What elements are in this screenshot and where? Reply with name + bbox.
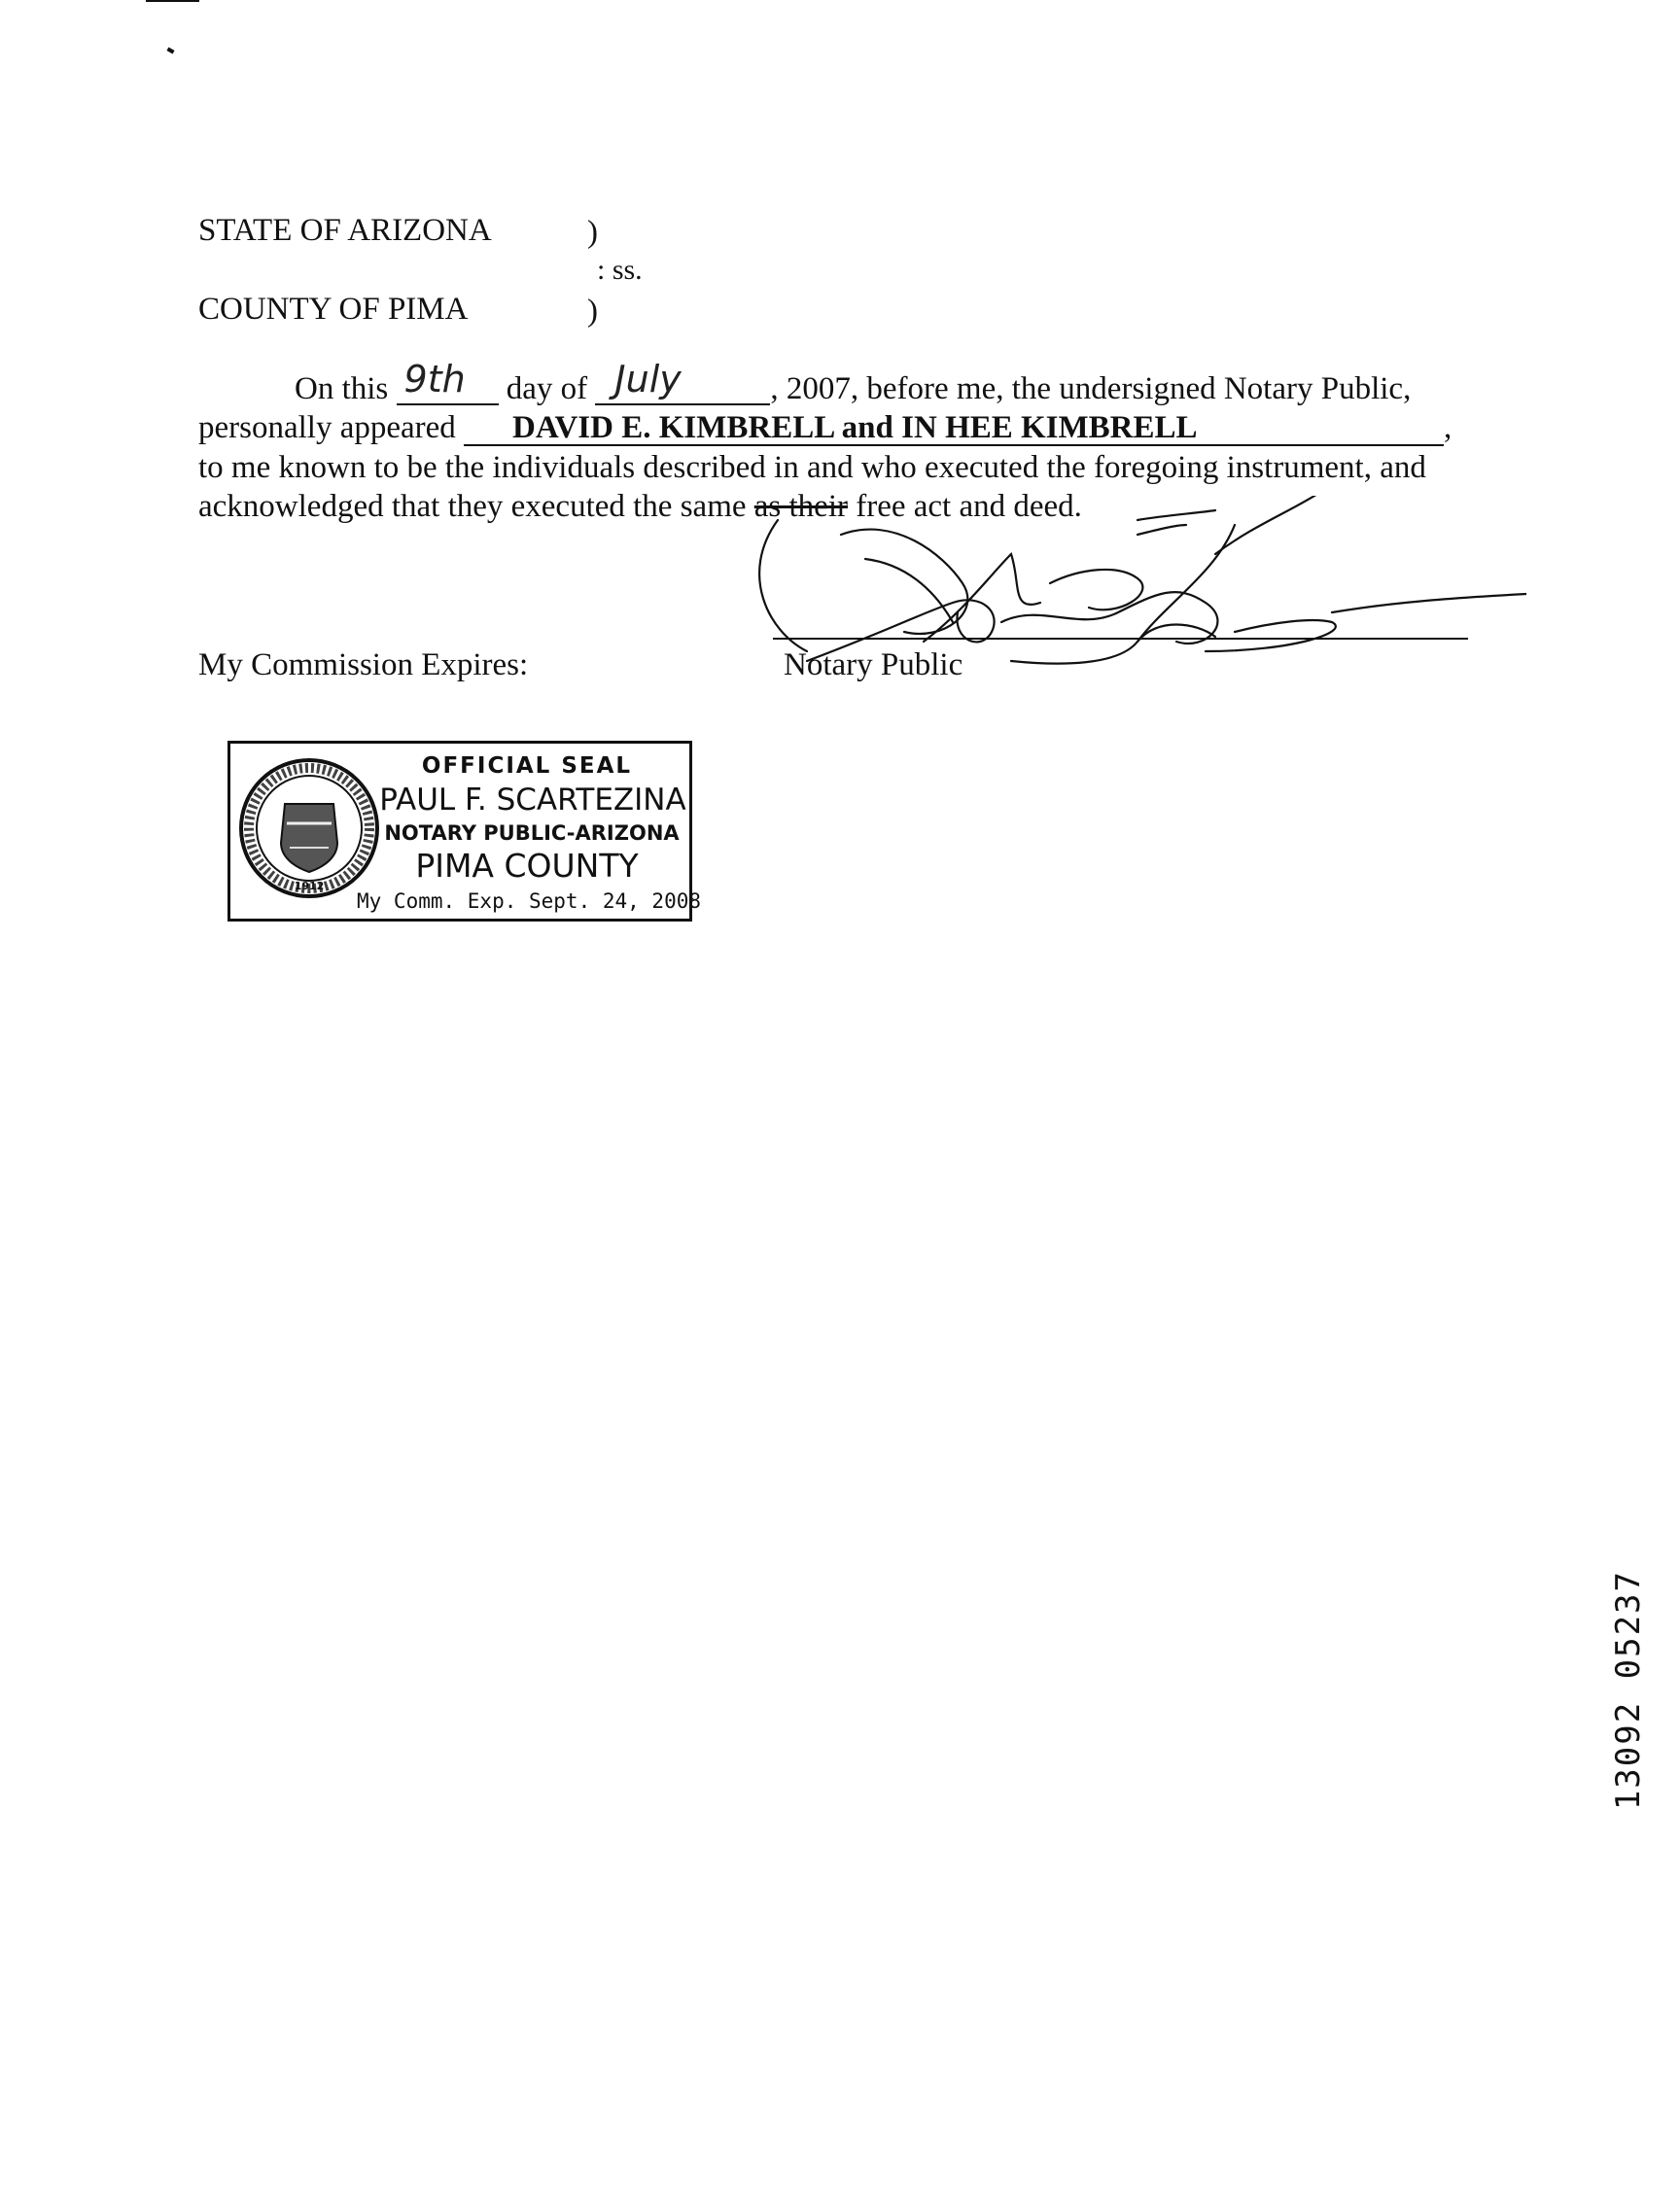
seal-expiration: My Comm. Exp. Sept. 24, 2008 (357, 889, 702, 913)
ack-line-1 (295, 358, 1412, 406)
seal-notary-name: PAUL F. SCARTEZINA (379, 783, 686, 818)
appearing-names: DAVID E. KIMBRELL and IN HEE KIMBRELL (512, 410, 1198, 445)
names-blank (464, 412, 1444, 446)
day-blank (397, 358, 499, 405)
personally-appeared-text: personally appeared (198, 410, 456, 445)
seal-county: PIMA COUNTY (415, 847, 639, 885)
venue-paren-top: ) (587, 215, 598, 250)
day-handwritten: 9th (403, 358, 466, 400)
year-text: , 2007, before me, the undersigned Notary Public, (770, 371, 1412, 406)
state-seal-emblem (236, 755, 382, 901)
scan-speck (166, 48, 174, 54)
day-of-text: day of (506, 371, 588, 406)
commission-expires-label: My Commission Expires: (198, 647, 529, 682)
venue-paren-bottom: ) (587, 294, 598, 329)
seal-emblem-year: 1912 (294, 880, 325, 892)
struck-words: as their (753, 489, 848, 524)
official-seal-stamp (228, 741, 702, 922)
notary-signature (749, 496, 1526, 690)
state-label: STATE OF ARIZONA (198, 213, 492, 248)
seal-notary-title: NOTARY PUBLIC-ARIZONA (384, 821, 680, 845)
line4-start: acknowledged that they executed the same (198, 489, 754, 524)
venue-ss: : ss. (597, 254, 643, 286)
month-handwritten: July (614, 358, 682, 400)
notary-public-label: Notary Public (784, 647, 963, 682)
scan-mark-top (146, 0, 199, 2)
seal-heading: OFFICIAL SEAL (421, 753, 633, 779)
ack-line-3: to me known to be the individuals described in and who executed the foregoing instrument, and (198, 450, 1426, 485)
names-trailing-comma: , (1444, 410, 1452, 445)
on-this-text: On this (295, 371, 389, 406)
county-label: COUNTY OF PIMA (198, 292, 469, 327)
ack-line-2 (198, 412, 1452, 446)
line4-end: free act and deed. (847, 489, 1082, 524)
recording-number: 13092 05237 (1609, 1570, 1648, 1811)
month-blank (595, 358, 770, 405)
